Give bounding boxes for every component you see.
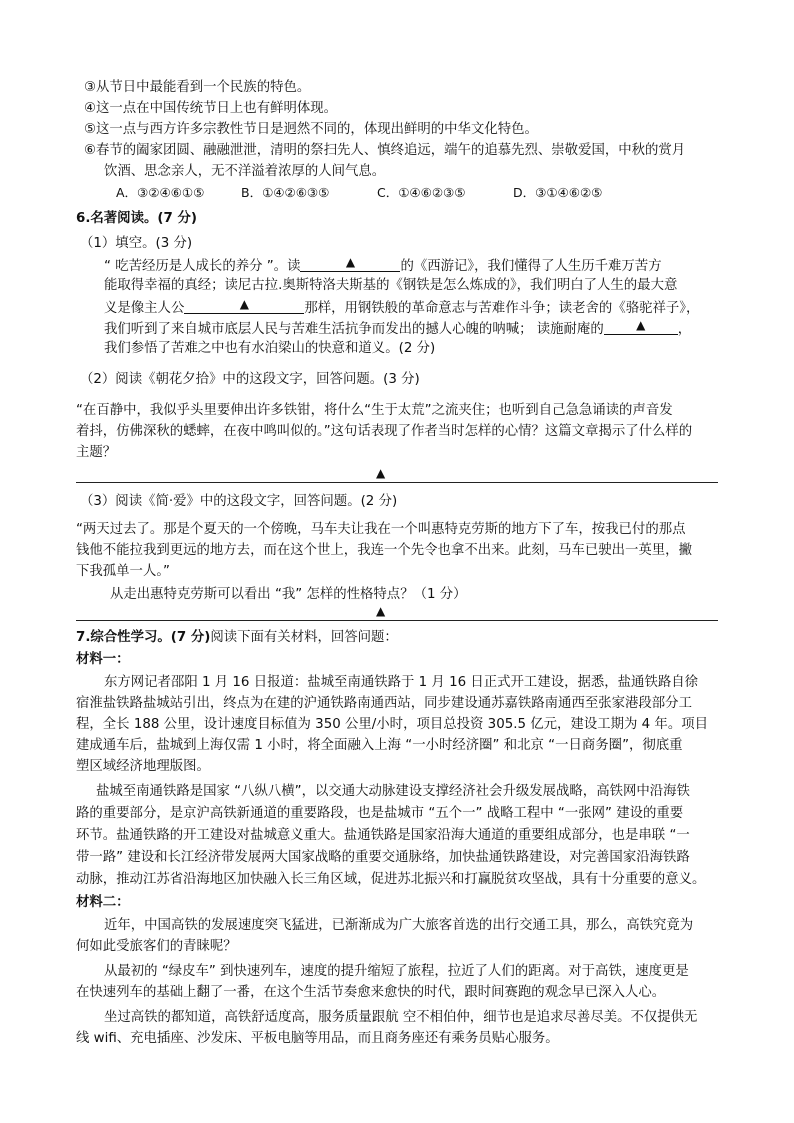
option-a: A．③②④⑥①⑤ [116, 185, 205, 200]
fill-blank-3[interactable] [604, 318, 678, 335]
q6-part1-line2: 能取得幸福的真经；读尼古拉.奥斯特洛夫斯基的《钢铁是怎么炼成的》，我们明白了人生的最大意 [104, 278, 678, 293]
material-1-line: 带一路” 建设和长江经济带发展两大国家战略的重要交通脉络，加快盐通铁路建设，对完善国家沿海铁路 [76, 850, 690, 865]
q6-part3-question: 从走出惠特克劳斯可以看出 “我” 怎样的性格特点？（1 分） [110, 587, 467, 602]
material-1-line: 盐城至南通铁路是国家 “八纵八横”，以交通大动脉建设支撑经济社会升级发展战略，高铁网中沿海铁 [96, 784, 690, 799]
material-1-line: 路的重要部分，是京沪高铁新通道的重要路段，也是盐城市 “五个一” 战略工程中 “一张网” 建设的重要 [76, 806, 684, 821]
q6-part1-line4: 我们听到了来自城市底层人民与苦难生活抗争而发出的撼人心魄的呐喊； 读施耐庵的 ▲ ， [104, 318, 692, 337]
option-d: D．③①④⑥②⑤ [513, 185, 603, 200]
answer-marker-icon: ▲ [345, 255, 356, 269]
material-2-line: 坐过高铁的都知道，高铁舒适度高，服务质量跟航 空不相伯仲，细节也是追求尽善尽美。不仅提供无 [104, 1010, 698, 1025]
material-2-line: 从最初的 “绿皮车” 到快速列车，速度的提升缩短了旅程，拉近了人们的距离。对于高铁，速度更是 [104, 964, 689, 979]
option-c: C．①④⑥②③⑤ [377, 185, 466, 200]
fill-blank-1[interactable] [300, 255, 400, 272]
material-1-line: 动脉，推动江苏省沿海地区加快融入长三角区域，促进苏北振兴和打赢脱贫攻坚战，具有十分重要的意义。 [76, 872, 706, 887]
material-1-line: 塑区域经济地理版图。 [76, 759, 210, 774]
q6-part1-line5: 我们参悟了苦难之中也有水泊梁山的快意和道义。(2 分) [104, 341, 436, 356]
q6-part3-line2: 钱他不能拉我到更远的地方去，而在这个世上，我连一个先令也拿不出来。此刻，马车已驶出一英里，撇 [76, 543, 692, 558]
material-1-line: 环节。盐通铁路的开工建设对盐城意义重大。盐通铁路是国家沿海大通道的重要组成部分，也是串联 “一 [76, 828, 690, 843]
material-2-line: 近年，中国高铁的发展速度突飞猛进，已渐渐成为广大旅客首选的出行交通工具，那么，高铁究竟为 [104, 918, 694, 933]
material-2-label: 材料二： [76, 895, 130, 910]
q6-part3-line3: 下我孤单一人。” [76, 564, 170, 579]
material-1-line: 东方网记者邵阳 1 月 16 日报道：盐城至南通铁路于 1 月 16 日正式开工建设，据悉，盐通铁路自徐 [104, 675, 699, 690]
q6-part2-line3: 主题？ [76, 445, 117, 460]
answer-marker-icon: ▲ [376, 604, 386, 618]
material-2-line: 何如此受旅客们的青睐呢？ [76, 939, 237, 954]
sentence-item-4: ④这一点在中国传统节日上也有鲜明体现。 [84, 101, 338, 116]
answer-marker-icon: ▲ [376, 466, 386, 480]
option-b: B．①④②⑥③⑤ [241, 185, 330, 200]
material-1-line: 程，全长 188 公里，设计速度目标值为 350 公里/小时，项目总投资 305.5 亿元，建设工期为 4 年。项目 [76, 717, 708, 732]
sentence-item-5: ⑤这一点与西方许多宗教性节日是迥然不同的，体现出鲜明的中华文化特色。 [84, 122, 538, 137]
material-1-label: 材料一： [76, 652, 130, 667]
answer-marker-icon: ▲ [636, 318, 646, 332]
q6-part2-line1: “在百静中，我似乎头里要伸出许多铁钳，将什么“生于太荒”之流夹住；也听到自己急急诵读的声音发 [76, 403, 673, 418]
material-2-line: 在快速列车的基础上翻了一番，在这个生活节奏愈来愈快的时代，跟时间赛跑的观念早已深入人心。 [76, 985, 666, 1000]
question-7-heading: 7.综合性学习。(7 分)阅读下面有关材料，回答问题： [76, 630, 398, 645]
q6-part2-label: （2）阅读《朝花夕拾》中的这段文字，回答问题。(3 分) [80, 372, 420, 387]
material-1-line: 建成通车后，盐城到上海仅需 1 小时，将全面融入上海 “一小时经济圈” 和北京 “一日商务圈”，彻底重 [76, 738, 683, 753]
q6-part1-line1: “ 吃苦经历是人成长的养分 ”。读 ▲ 的《西游记》，我们懂得了人生历千难万苦方 [104, 255, 662, 274]
sentence-item-6: ⑥春节的阖家团圆、融融泄泄，清明的祭扫先人、慎终追远，端午的追慕先烈、崇敬爱国，中秋的赏月 [84, 143, 686, 158]
material-2-line: 线 wifi、充电插座、沙发床、平板电脑等用品，而且商务座还有乘务员贴心服务。 [76, 1031, 559, 1046]
answer-line[interactable] [76, 620, 718, 621]
material-1-line: 宿淮盐铁路盐城站引出，终点为在建的沪通铁路南通西站，同步建设通苏嘉铁路南通西至张家港段部分工 [76, 696, 692, 711]
q6-part3-line1: “两天过去了。那是个夏天的一个傍晚，马车夫让我在一个叫惠特克劳斯的地方下了车，按我已付的那点 [76, 522, 686, 537]
q6-part2-line2: 着抖，仿佛深秋的蟋蟀，在夜中鸣叫似的。”这句话表现了作者当时怎样的心情？这篇文章揭示了什么样的 [76, 424, 693, 439]
answer-line[interactable] [76, 482, 718, 483]
question-6-heading: 6.名著阅读。(7 分) [76, 211, 197, 226]
q6-part3-label: （3）阅读《简·爱》中的这段文字，回答问题。(2 分) [80, 494, 398, 509]
answer-marker-icon: ▲ [239, 297, 249, 311]
sentence-item-6-cont: 饮酒、思念亲人，无不洋溢着浓厚的人间气息。 [104, 164, 386, 179]
q6-part1-label: （1）填空。(3 分) [80, 236, 193, 251]
sentence-item-3: ③从节日中最能看到一个民族的特色。 [84, 80, 311, 95]
fill-blank-2[interactable] [184, 297, 304, 314]
answer-options [116, 183, 602, 203]
q6-part1-line3: 义是像主人公 ▲ 那样，用钢铁般的革命意志与苦难作斗争；读老舍的《骆驼祥子》， [104, 297, 700, 316]
